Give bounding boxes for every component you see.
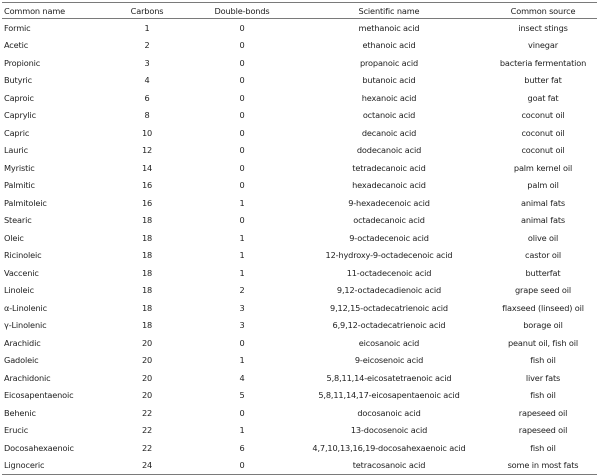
cell-carbons: 20 [141,337,153,348]
table-row [2,457,597,475]
cell-scientific-name: 12-hydroxy-9-octadecenoic acid [325,250,453,261]
cell-carbons: 18 [141,267,153,278]
cell-carbons: 10 [141,127,153,138]
cell-carbons: 16 [141,180,153,191]
cell-common-source: animal fats [520,197,566,208]
cell-double-bonds: 6 [239,442,245,453]
cell-common-source: fish oil [530,442,556,453]
cell-carbons: 12 [141,145,153,156]
cell-common-source: fish oil [530,355,556,366]
cell-common-name: Formic [4,22,31,33]
header-row [2,3,597,19]
cell-scientific-name: 9,12-octadecadienoic acid [336,285,442,296]
table-row [2,19,597,37]
cell-common-source: olive oil [527,232,559,243]
cell-common-source: some in most fats [489,457,597,475]
cell-common-name: Caproic [4,92,34,103]
cell-double-bonds: 1 [239,250,245,261]
table-row [2,369,597,387]
table-row [2,247,597,265]
table-row [2,422,597,440]
cell-carbons: 14 [141,162,153,173]
cell-double-bonds: 1 [239,355,245,366]
table-row [2,54,597,72]
cell-common-name: Erucic [4,425,29,436]
cell-common-name: Caprylic [4,110,36,121]
cell-common-name: Palmitic [4,180,35,191]
cell-double-bonds: 0 [239,145,245,156]
cell-double-bonds: 0 [239,110,245,121]
table-row [2,37,597,55]
cell-common-source: goat fat [527,92,559,103]
cell-scientific-name: 11-octadecenoic acid [346,267,432,278]
cell-scientific-name: 4,7,10,13,16,19-docosahexaenoic acid [312,442,466,453]
cell-carbons: 18 [141,302,153,313]
cell-scientific-name: eicosanoic acid [358,337,420,348]
table-row [2,387,597,405]
table-row [2,352,597,370]
cell-scientific-name: 5,8,11,14,17-eicosapentaenoic acid [318,390,460,401]
table-row [2,89,597,107]
cell-common-name: Acetic [4,40,29,51]
cell-scientific-name: 6,9,12-octadecatrienoic acid [332,320,446,331]
cell-common-source: butter fat [524,75,562,86]
table-row [2,229,597,247]
table-row [2,194,597,212]
cell-carbons: 20 [141,355,153,366]
cell-common-source: grape seed oil [514,285,572,296]
cell-scientific-name: 9,12,15-octadecatrienoic acid [330,302,448,313]
table-header [2,3,597,19]
cell-double-bonds: 0 [239,337,245,348]
cell-common-name: α-Linolenic [4,302,48,313]
table-row [2,142,597,160]
cell-carbons: 8 [144,110,150,121]
table-row [2,282,597,300]
cell-common-name: Butyric [4,75,32,86]
cell-carbons: 18 [141,285,153,296]
cell-common-name: Stearic [4,215,32,226]
table-row [2,264,597,282]
cell-double-bonds: 0 [195,457,289,475]
cell-scientific-name: butanoic acid [362,75,416,86]
cell-double-bonds: 0 [239,127,245,138]
cell-common-source: castor oil [524,250,562,261]
cell-scientific-name: 9-eicosenoic acid [354,355,424,366]
cell-common-name: Gadoleic [4,355,39,366]
table-row [2,107,597,125]
header-carbons: Carbons [99,3,195,19]
table-row [2,159,597,177]
cell-common-source: rapeseed oil [518,425,568,436]
cell-common-name: Propionic [4,57,41,68]
cell-common-name: Docosahexaenoic [4,442,74,453]
cell-carbons: 22 [141,442,153,453]
cell-common-name: Arachidic [4,337,41,348]
cell-common-source: liver fats [525,372,561,383]
cell-double-bonds: 0 [239,40,245,51]
cell-scientific-name: hexanoic acid [361,92,417,103]
cell-scientific-name: 5,8,11,14-eicosatetraenoic acid [326,372,452,383]
fatty-acids-table-container [2,2,597,475]
cell-common-source: peanut oil, fish oil [508,337,578,348]
table-row [2,177,597,195]
cell-scientific-name: tetracosanoic acid [289,457,489,475]
cell-common-name: Vaccenic [4,267,39,278]
cell-double-bonds: 0 [239,92,245,103]
cell-scientific-name: docosanoic acid [357,407,421,418]
cell-scientific-name: dodecanoic acid [356,145,422,156]
table-row [2,317,597,335]
table-row [2,299,597,317]
cell-carbons: 18 [141,250,153,261]
cell-common-name: Capric [4,127,30,138]
cell-scientific-name: decanoic acid [361,127,417,138]
cell-carbons: 1 [144,22,150,33]
cell-double-bonds: 0 [239,22,245,33]
cell-common-name: Arachidonic [4,372,51,383]
cell-common-source: palm oil [527,180,559,191]
cell-common-source: coconut oil [521,145,565,156]
table-body [2,19,597,475]
cell-double-bonds: 1 [239,197,245,208]
cell-double-bonds: 0 [239,215,245,226]
cell-double-bonds: 0 [239,75,245,86]
cell-common-source: rapeseed oil [518,407,568,418]
cell-common-source: insect stings [518,22,568,33]
cell-common-source: bacteria fermentation [499,57,587,68]
cell-scientific-name: octadecanoic acid [353,215,425,226]
cell-common-name: Linoleic [4,285,34,296]
cell-double-bonds: 3 [239,302,245,313]
cell-carbons: 22 [141,425,153,436]
cell-common-source: fish oil [530,390,556,401]
cell-common-name: Palmitoleic [4,197,47,208]
cell-common-source: flaxseed (linseed) oil [502,302,584,313]
cell-common-name: Myristic [4,162,35,173]
cell-carbons: 18 [141,232,153,243]
cell-double-bonds: 3 [239,320,245,331]
cell-common-source: butterfat [525,267,561,278]
cell-double-bonds: 2 [239,285,245,296]
cell-carbons: 18 [141,215,153,226]
cell-double-bonds: 4 [239,372,245,383]
cell-carbons: 3 [144,57,150,68]
cell-carbons: 18 [141,320,153,331]
cell-carbons: 24 [99,457,195,475]
header-common-source: Common source [489,3,597,19]
fatty-acids-table [2,2,597,475]
cell-double-bonds: 5 [239,390,245,401]
cell-scientific-name: propanoic acid [359,57,419,68]
cell-double-bonds: 1 [239,232,245,243]
cell-common-name: Lignoceric [2,457,99,475]
cell-common-source: vinegar [528,40,558,51]
cell-double-bonds: 0 [239,407,245,418]
cell-carbons: 20 [141,390,153,401]
cell-carbons: 22 [141,407,153,418]
cell-common-source: palm kernel oil [513,162,573,173]
cell-scientific-name: ethanoic acid [362,40,416,51]
table-row [2,72,597,90]
cell-common-name: Lauric [4,145,29,156]
table-row [2,124,597,142]
cell-common-source: borage oil [523,320,563,331]
cell-common-source: coconut oil [521,110,565,121]
cell-scientific-name: octanoic acid [362,110,416,121]
cell-scientific-name: 9-hexadecenoic acid [348,197,430,208]
cell-carbons: 4 [144,75,150,86]
cell-scientific-name: 9-octadecenoic acid [349,232,429,243]
cell-double-bonds: 0 [239,162,245,173]
cell-carbons: 2 [144,40,150,51]
cell-scientific-name: tetradecanoic acid [352,162,426,173]
cell-scientific-name: methanoic acid [358,22,420,33]
cell-double-bonds: 1 [239,267,245,278]
cell-common-name: Ricinoleic [4,250,42,261]
cell-double-bonds: 0 [239,57,245,68]
cell-double-bonds: 0 [239,180,245,191]
cell-double-bonds: 1 [239,425,245,436]
cell-scientific-name: hexadecanoic acid [352,180,426,191]
header-double-bonds: Double-bonds [195,3,289,19]
cell-scientific-name: 13-docosenoic acid [350,425,428,436]
cell-common-source: coconut oil [521,127,565,138]
header-scientific-name: Scientific name [289,3,489,19]
table-row [2,404,597,422]
cell-carbons: 6 [144,92,150,103]
cell-carbons: 20 [141,372,153,383]
cell-common-name: Oleic [4,232,24,243]
cell-common-source: animal fats [520,215,566,226]
table-row [2,212,597,230]
cell-carbons: 16 [141,197,153,208]
cell-common-name: γ-Linolenic [4,320,47,331]
table-row [2,439,597,457]
cell-common-name: Behenic [4,407,36,418]
table-row [2,334,597,352]
cell-common-name: Eicosapentaenoic [4,390,74,401]
header-common-name: Common name [2,3,99,19]
